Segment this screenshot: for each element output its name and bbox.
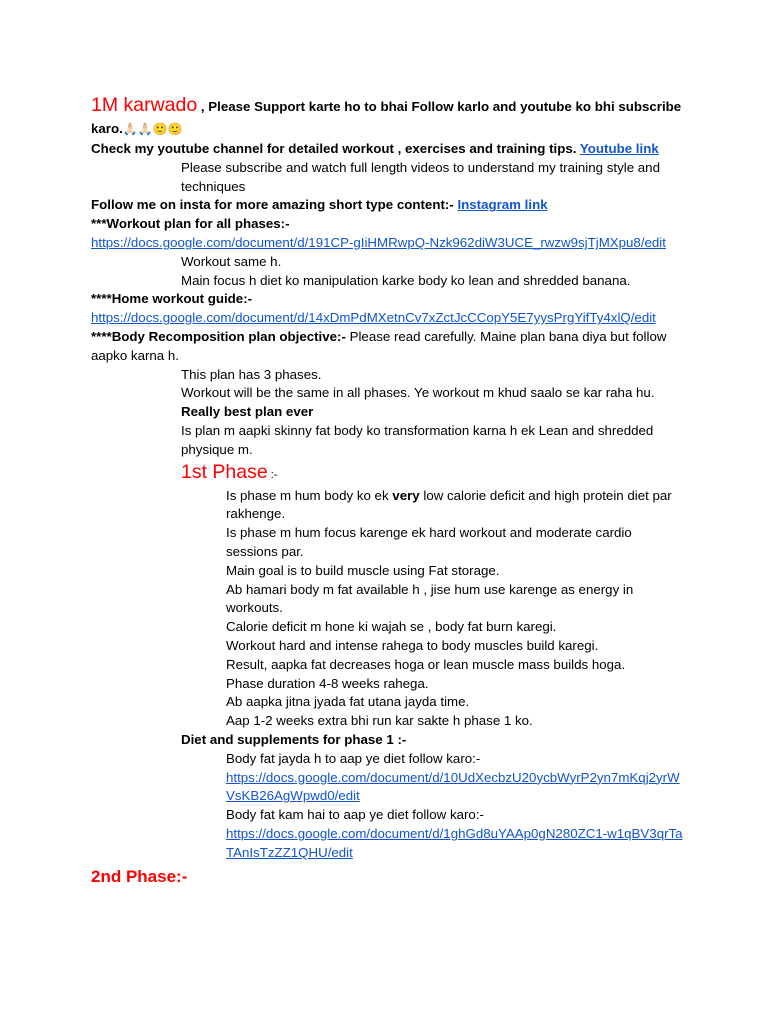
phase1-title: 1st Phase bbox=[181, 460, 268, 483]
phase1-point: Is phase m hum focus karenge ek hard workout and moderate cardio sessions par. bbox=[226, 525, 632, 559]
insta-text: Follow me on insta for more amazing short type content:- bbox=[91, 197, 458, 213]
diet-low-text: Body fat kam hai to aap ye diet follow karo:- bbox=[226, 807, 484, 823]
instagram-link[interactable]: Instagram link bbox=[457, 197, 548, 213]
diet-high-text: Body fat jayda h to aap ye diet follow karo:- bbox=[226, 750, 481, 766]
phase2-heading: 2nd Phase:- bbox=[91, 867, 188, 887]
recomp-best: Really best plan ever bbox=[181, 404, 314, 420]
diet-high-link[interactable]: https://docs.google.com/document/d/10UdXecbzU20ycbWyrP2yn7mKqj2yrWVsKB26AgWpwd0/edit bbox=[226, 769, 680, 804]
phase1-text: Is phase m hum body ko ek bbox=[226, 487, 393, 503]
home-workout-link[interactable]: https://docs.google.com/document/d/14xDmPdMXetnCv7xZctJcCCopY5E7yysPrgYifTy4xlQ/edit bbox=[91, 310, 656, 326]
page-title: 1M karwado bbox=[91, 94, 198, 116]
emoji-icons: 🙏🏻🙏🏻🙂🙂 bbox=[122, 122, 183, 136]
phase1-point: Phase duration 4-8 weeks rahega. bbox=[226, 675, 429, 691]
phase1-text-bold: very bbox=[392, 487, 420, 503]
recomp-desc: Is plan m aapki skinny fat body ko transformation karna h ek Lean and shredded physique m. bbox=[181, 422, 654, 457]
workout-plan-link[interactable]: https://docs.google.com/document/d/191CP-gIiHMRwpQ-Nzk962diW3UCE_rwzw9sjTjMXpu8/edit bbox=[91, 234, 666, 250]
youtube-paragraph bbox=[91, 140, 687, 159]
diet-low-paragraph bbox=[91, 825, 687, 863]
recomp-label: ****Body Recomposition plan objective:- bbox=[91, 328, 346, 344]
workout-plan-paragraph bbox=[91, 234, 687, 253]
phase1-point: Calorie deficit m hone ki wajah se , body fat burn karegi. bbox=[226, 619, 557, 635]
recomp-line: Workout will be the same in all phases. Ye workout m khud saalo se kar raha hu. bbox=[181, 385, 655, 401]
diet-label: Diet and supplements for phase 1 :- bbox=[181, 731, 407, 747]
diet-low-link[interactable]: https://docs.google.com/document/d/1ghGd8uYAAp0gN280ZC1-w1qBV3qrTaTAnIsTzZZ1QHU/edit bbox=[226, 825, 683, 860]
document-body bbox=[91, 94, 687, 889]
phase1-point: Aap 1-2 weeks extra bhi run kar sakte h phase 1 ko. bbox=[226, 713, 533, 729]
home-workout-label: ****Home workout guide:- bbox=[91, 291, 253, 307]
workout-line: Main focus h diet ko manipulation karke body ko lean and shredded banana. bbox=[181, 272, 631, 288]
recomp-line: This plan has 3 phases. bbox=[181, 366, 322, 382]
phase1-point: Main goal is to build muscle using Fat storage. bbox=[226, 562, 500, 578]
phase1-point bbox=[91, 487, 687, 525]
home-workout-paragraph bbox=[91, 309, 687, 328]
workout-plan-label: ***Workout plan for all phases:- bbox=[91, 216, 290, 232]
intro-paragraph bbox=[91, 94, 687, 140]
diet-high-paragraph bbox=[91, 769, 687, 807]
workout-line: Workout same h. bbox=[181, 253, 282, 269]
youtube-link[interactable]: Youtube link bbox=[579, 141, 659, 156]
phase1-suffix: :- bbox=[267, 468, 278, 481]
youtube-text: Check my youtube channel for detailed workout , exercises and training tips. bbox=[91, 141, 580, 156]
phase1-point: Ab aapka jitna jyada fat utana jayda time. bbox=[226, 694, 470, 710]
recomp-text: Please read carefully. Maine plan bana diya but follow aapko karna h. bbox=[91, 328, 667, 363]
phase1-point: Ab hamari body m fat available h , jise hum use karenge as energy in workouts. bbox=[226, 581, 634, 616]
phase1-heading bbox=[91, 460, 687, 487]
recomp-paragraph bbox=[91, 328, 687, 366]
youtube-note: Please subscribe and watch full length videos to understand my training style and techniques bbox=[181, 159, 660, 194]
phase1-point: Workout hard and intense rahega to body muscles build karegi. bbox=[226, 637, 599, 653]
phase1-point: Result, aapka fat decreases hoga or lean muscle mass builds hoga. bbox=[226, 656, 626, 672]
insta-paragraph bbox=[91, 196, 687, 215]
intro-text: , Please Support karte ho to bhai Follow karlo and youtube ko bhi subscribe karo. bbox=[91, 99, 682, 136]
phase1-text: low calorie deficit and high protein diet par rakhenge. bbox=[226, 487, 672, 522]
